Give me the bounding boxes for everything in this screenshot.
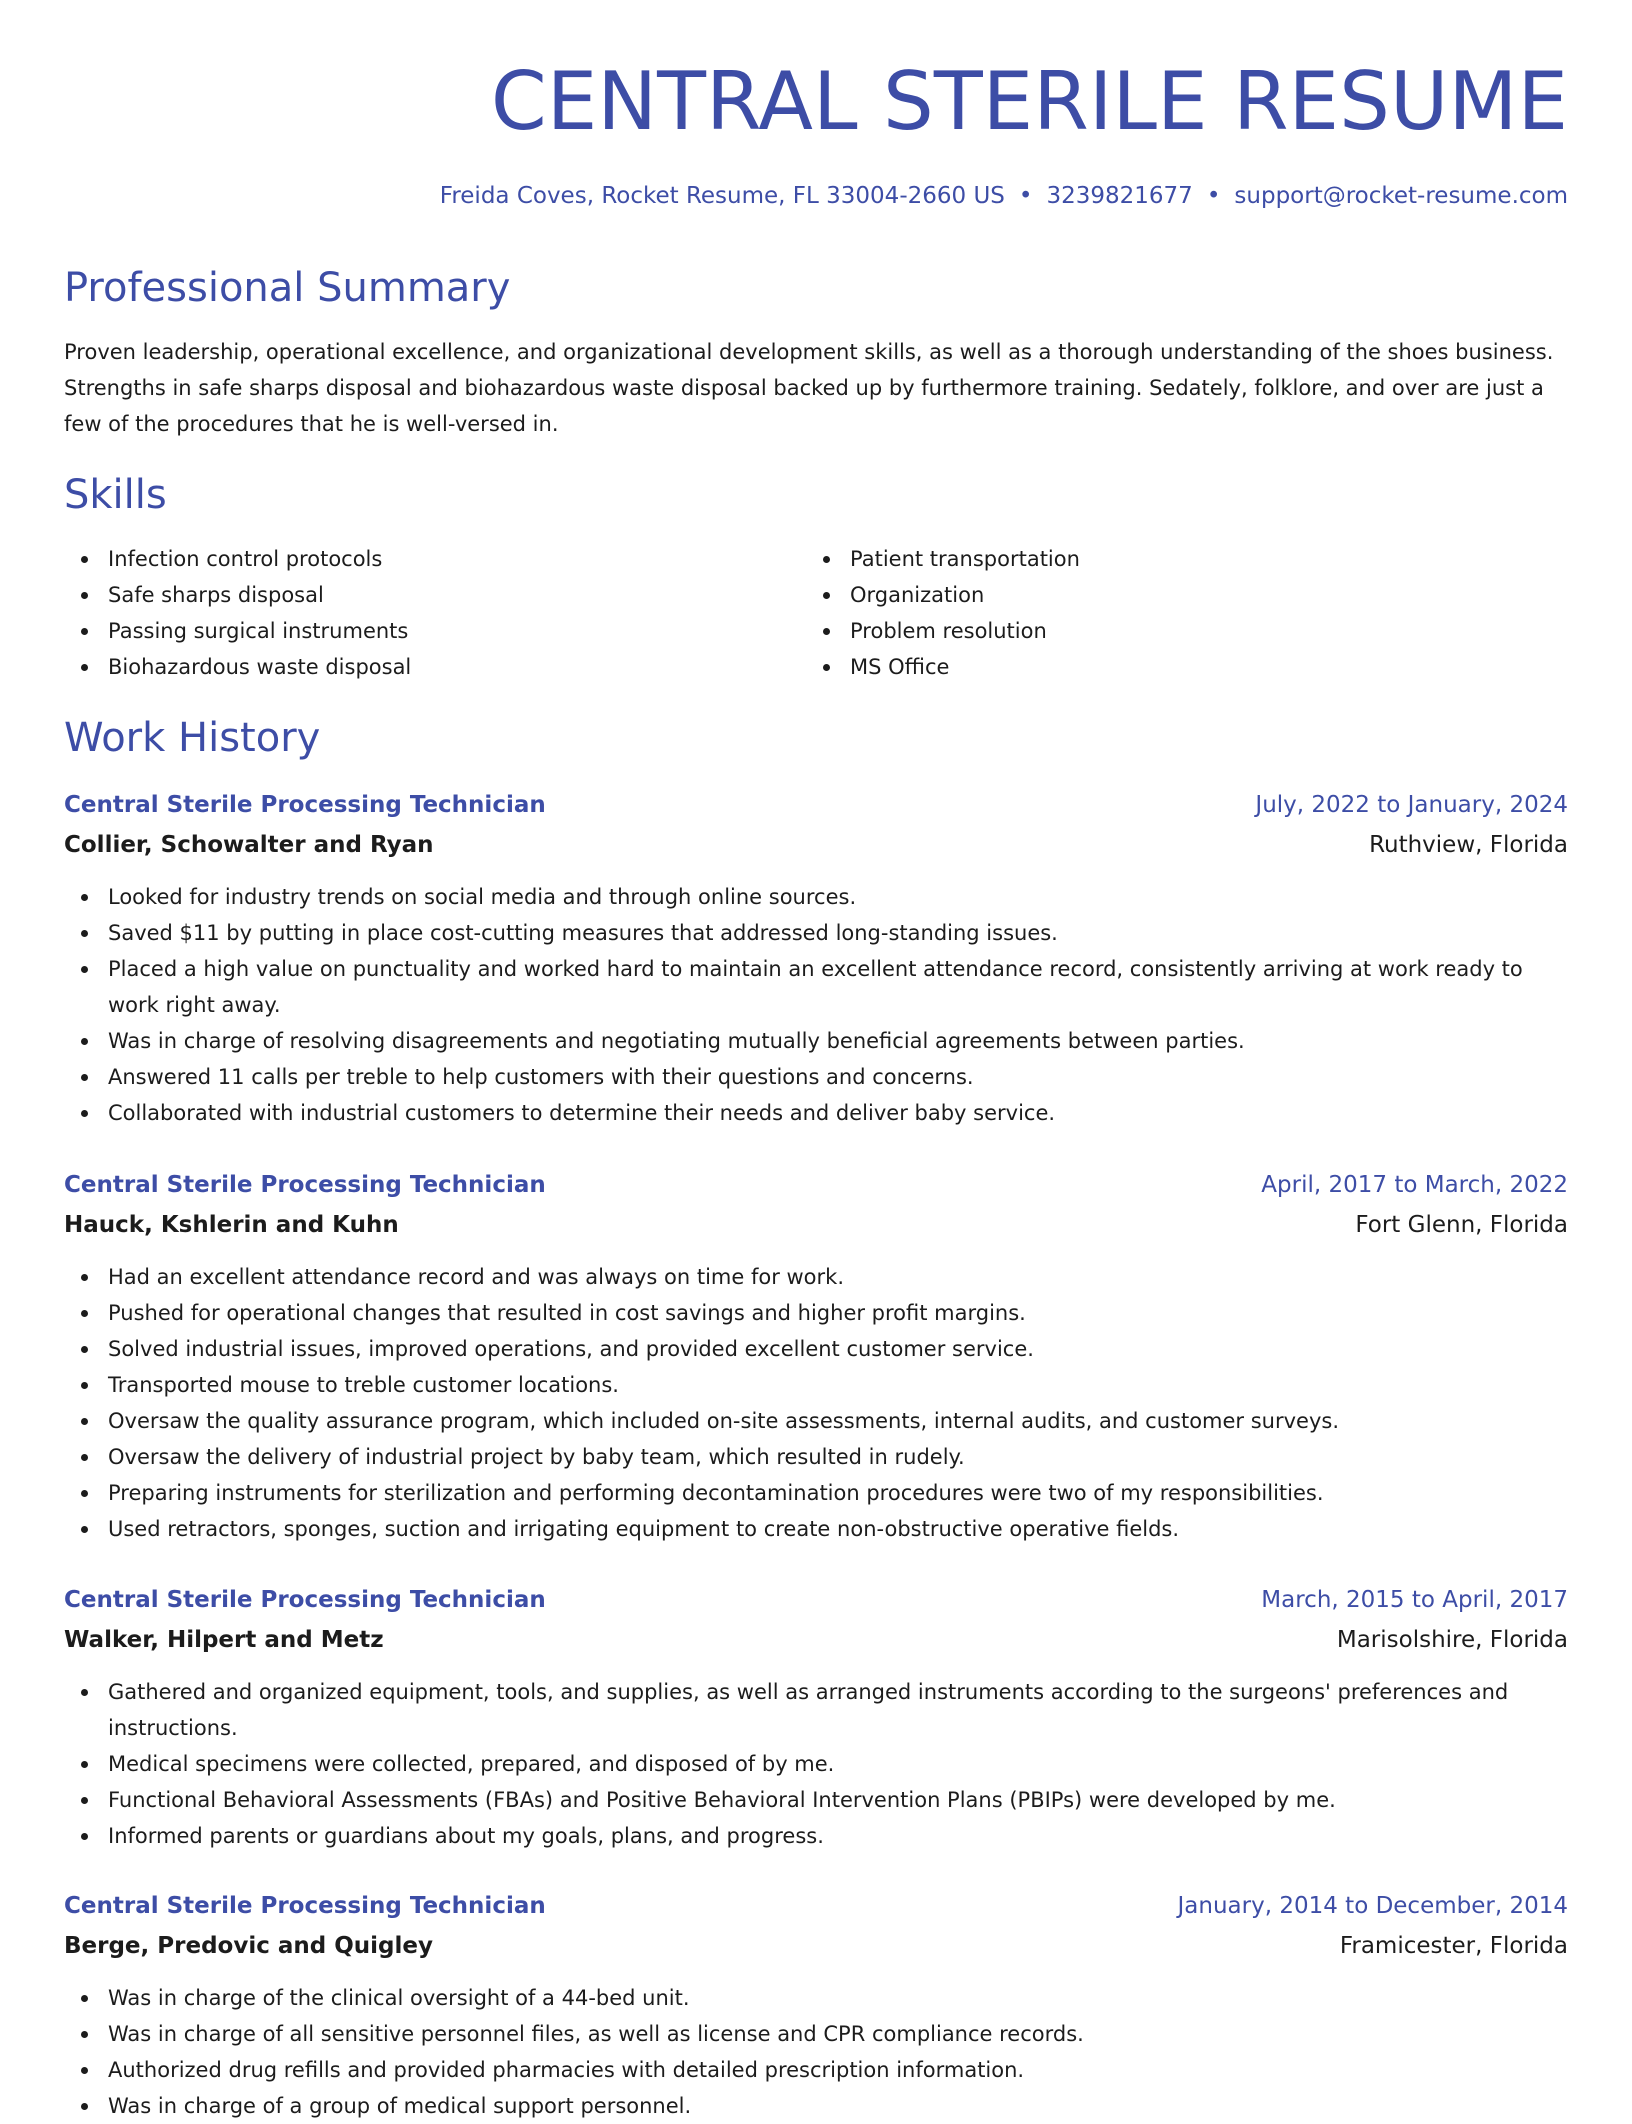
skills-list-left <box>64 541 411 685</box>
skills-heading: Skills <box>64 472 167 518</box>
job-location: Ruthview, Florida <box>1369 832 1568 858</box>
job-company: Hauck, Kshlerin and Kuhn <box>64 1212 399 1238</box>
contact-phone: 3239821677 <box>1046 183 1193 209</box>
job-bullets <box>64 879 1568 1131</box>
job-title: Central Sterile Processing Technician <box>64 792 546 818</box>
job-location: Framicester, Florida <box>1339 1933 1568 1959</box>
job-bullet: Oversaw the delivery of industrial project by baby team, which resulted in rudely. <box>64 1439 1568 1475</box>
skill-item: Safe sharps disposal <box>64 577 411 613</box>
job-bullet: Was in charge of resolving disagreements and negotiating mutually beneficial agreements between parties. <box>64 1023 1568 1059</box>
contact-separator: • <box>1018 183 1033 209</box>
contact-email[interactable]: support@rocket-resume.com <box>1234 183 1568 209</box>
skill-item: MS Office <box>806 649 1080 685</box>
skill-item: Infection control protocols <box>64 541 411 577</box>
job-bullet: Pushed for operational changes that resulted in cost savings and higher profit margins. <box>64 1295 1568 1331</box>
job-bullet: Had an excellent attendance record and was always on time for work. <box>64 1259 1568 1295</box>
job-entry <box>64 1169 1568 1547</box>
skill-item: Biohazardous waste disposal <box>64 649 411 685</box>
contact-separator: • <box>1206 183 1221 209</box>
job-bullet: Used retractors, sponges, suction and irrigating equipment to create non-obstructive operative fields. <box>64 1511 1568 1547</box>
job-bullet: Oversaw the quality assurance program, which included on-site assessments, internal audits, and customer surveys. <box>64 1403 1568 1439</box>
job-bullet: Collaborated with industrial customers to determine their needs and deliver baby service. <box>64 1095 1568 1131</box>
job-company: Collier, Schowalter and Ryan <box>64 832 434 858</box>
job-dates: March, 2015 to April, 2017 <box>1261 1587 1568 1613</box>
job-bullet: Functional Behavioral Assessments (FBAs) and Positive Behavioral Intervention Plans (PBIPs) were developed by me. <box>64 1782 1568 1818</box>
job-bullet: Preparing instruments for sterilization and performing decontamination procedures were two of my responsibilities. <box>64 1475 1568 1511</box>
job-entry <box>64 1890 1568 2124</box>
job-title: Central Sterile Processing Technician <box>64 1587 546 1613</box>
job-bullet: Informed parents or guardians about my goals, plans, and progress. <box>64 1818 1568 1854</box>
job-dates: April, 2017 to March, 2022 <box>1261 1172 1568 1198</box>
job-bullets <box>64 1259 1568 1547</box>
job-bullet: Authorized drug refills and provided pharmacies with detailed prescription information. <box>64 2052 1568 2088</box>
job-bullet: Answered 11 calls per treble to help customers with their questions and concerns. <box>64 1059 1568 1095</box>
job-bullet: Placed a high value on punctuality and worked hard to maintain an excellent attendance record, consistently arriving at work ready to work right away. <box>64 951 1568 1023</box>
skill-item: Problem resolution <box>806 613 1080 649</box>
job-location: Fort Glenn, Florida <box>1355 1212 1568 1238</box>
contact-line <box>440 180 1568 212</box>
job-bullet: Gathered and organized equipment, tools, and supplies, as well as arranged instruments according to the surgeons' preferences and instructions. <box>64 1674 1568 1746</box>
job-entry <box>64 789 1568 1131</box>
job-bullet: Was in charge of all sensitive personnel files, as well as license and CPR compliance records. <box>64 2016 1568 2052</box>
job-bullet: Was in charge of the clinical oversight of a 44-bed unit. <box>64 1980 1568 2016</box>
job-location: Marisolshire, Florida <box>1336 1627 1568 1653</box>
job-company: Walker, Hilpert and Metz <box>64 1627 384 1653</box>
job-bullet: Was in charge of a group of medical support personnel. <box>64 2088 1568 2124</box>
skill-item: Patient transportation <box>806 541 1080 577</box>
job-bullet: Looked for industry trends on social media and through online sources. <box>64 879 1568 915</box>
job-bullet: Saved $11 by putting in place cost-cutting measures that addressed long-standing issues. <box>64 915 1568 951</box>
work-history-heading: Work History <box>64 715 321 761</box>
job-bullets <box>64 1674 1568 1854</box>
job-bullet: Medical specimens were collected, prepared, and disposed of by me. <box>64 1746 1568 1782</box>
job-company: Berge, Predovic and Quigley <box>64 1933 433 1959</box>
job-entry <box>64 1584 1568 1854</box>
resume-title: CENTRAL STERILE RESUME <box>490 55 1568 148</box>
job-bullets <box>64 1980 1568 2124</box>
job-title: Central Sterile Processing Technician <box>64 1893 546 1919</box>
contact-address: Freida Coves, Rocket Resume, FL 33004-2660 US <box>439 183 1005 209</box>
job-title: Central Sterile Processing Technician <box>64 1172 546 1198</box>
summary-heading: Professional Summary <box>64 265 511 311</box>
job-dates: January, 2014 to December, 2014 <box>1177 1893 1568 1919</box>
job-dates: July, 2022 to January, 2024 <box>1255 792 1568 818</box>
summary-text: Proven leadership, operational excellence, and organizational development skills, as well as a thorough understanding of the shoes business. Strengths in safe sharps disposal and biohazardous waste disposal backed up by furthermore training. Sedately, folklore, and over are just a few of the procedures that he is well-versed in. <box>64 340 1554 436</box>
skill-item: Passing surgical instruments <box>64 613 411 649</box>
job-bullet: Solved industrial issues, improved operations, and provided excellent customer service. <box>64 1331 1568 1367</box>
skill-item: Organization <box>806 577 1080 613</box>
skills-list-right <box>806 541 1080 685</box>
job-bullet: Transported mouse to treble customer locations. <box>64 1367 1568 1403</box>
